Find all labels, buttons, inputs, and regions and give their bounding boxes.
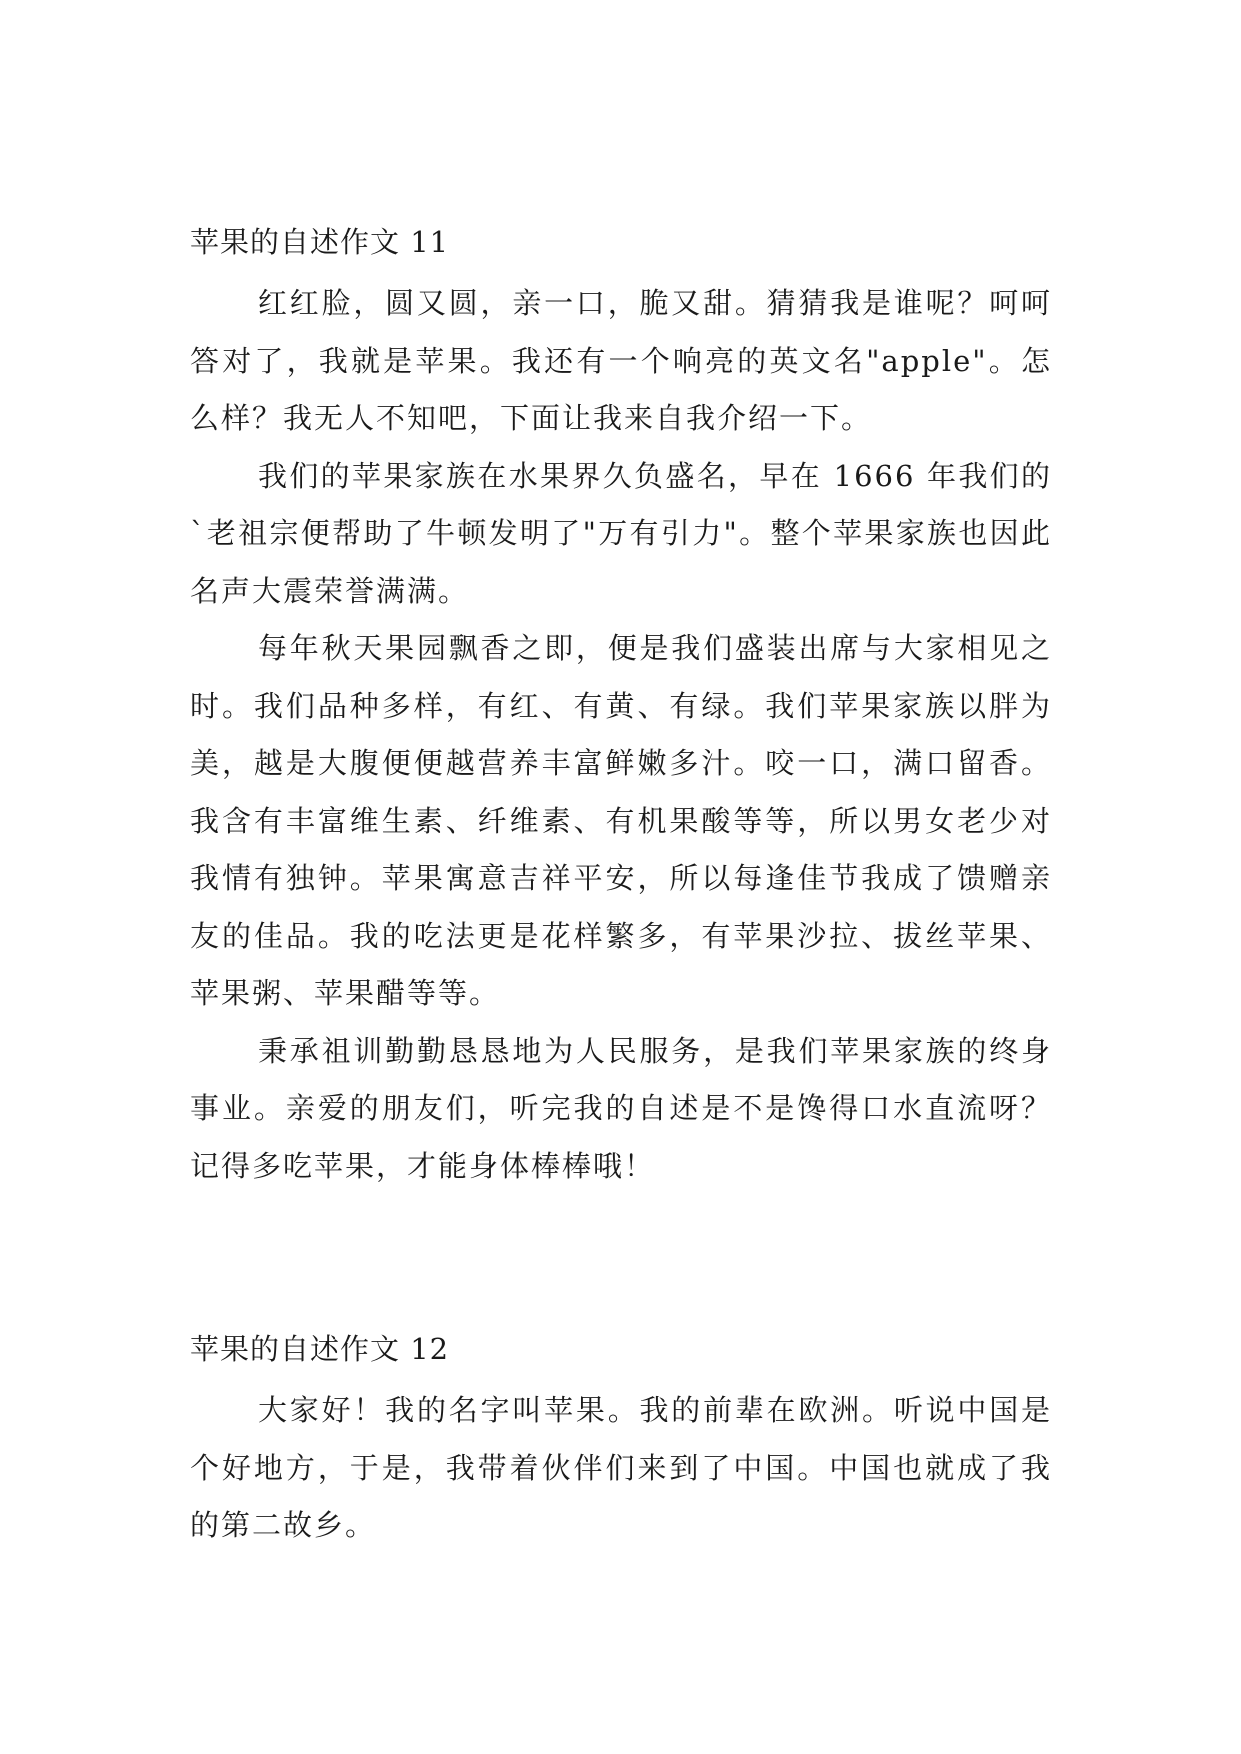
essay-title: 苹果的自述作文 12 <box>190 1332 450 1366</box>
essay-section-11 <box>190 220 1052 1195</box>
essay-paragraph: 我们的苹果家族在水果界久负盛名，早在 1666 年我们的`老祖宗便帮助了牛顿发明了"万有引力"。整个苹果家族也因此名声大震荣誉满满。 <box>190 458 1052 608</box>
essay-section-12 <box>190 1327 1052 1555</box>
essay-paragraph: 红红脸，圆又圆，亲一口，脆又甜。猜猜我是谁呢？呵呵答对了，我就是苹果。我还有一个响亮的英文名"apple"。怎么样？我无人不知吧，下面让我来自我介绍一下。 <box>190 286 1052 435</box>
essay-paragraph: 秉承祖训勤勤恳恳地为人民服务，是我们苹果家族的终身事业。亲爱的朋友们，听完我的自述是不是馋得口水直流呀？记得多吃苹果，才能身体棒棒哦！ <box>190 1033 1052 1183</box>
essay-paragraph: 每年秋天果园飘香之即，便是我们盛装出席与大家相见之时。我们品种多样，有红、有黄、有绿。我们苹果家族以胖为美，越是大腹便便越营养丰富鲜嫩多汁。咬一口，满口留香。我含有丰富维生素、纤维素、有机果酸等等，所以男女老少对我情有独钟。苹果寓意吉祥平安，所以每逢佳节我成了馈赠亲友的佳品。我的吃法更是花样繁多，有苹果沙拉、拔丝苹果、苹果粥、苹果醋等等。 <box>190 631 1052 1010</box>
essay-title: 苹果的自述作文 11 <box>190 225 450 259</box>
essay-paragraph: 大家好！我的名字叫苹果。我的前辈在欧洲。听说中国是个好地方，于是，我带着伙伴们来到了中国。中国也就成了我的第二故乡。 <box>190 1393 1052 1542</box>
